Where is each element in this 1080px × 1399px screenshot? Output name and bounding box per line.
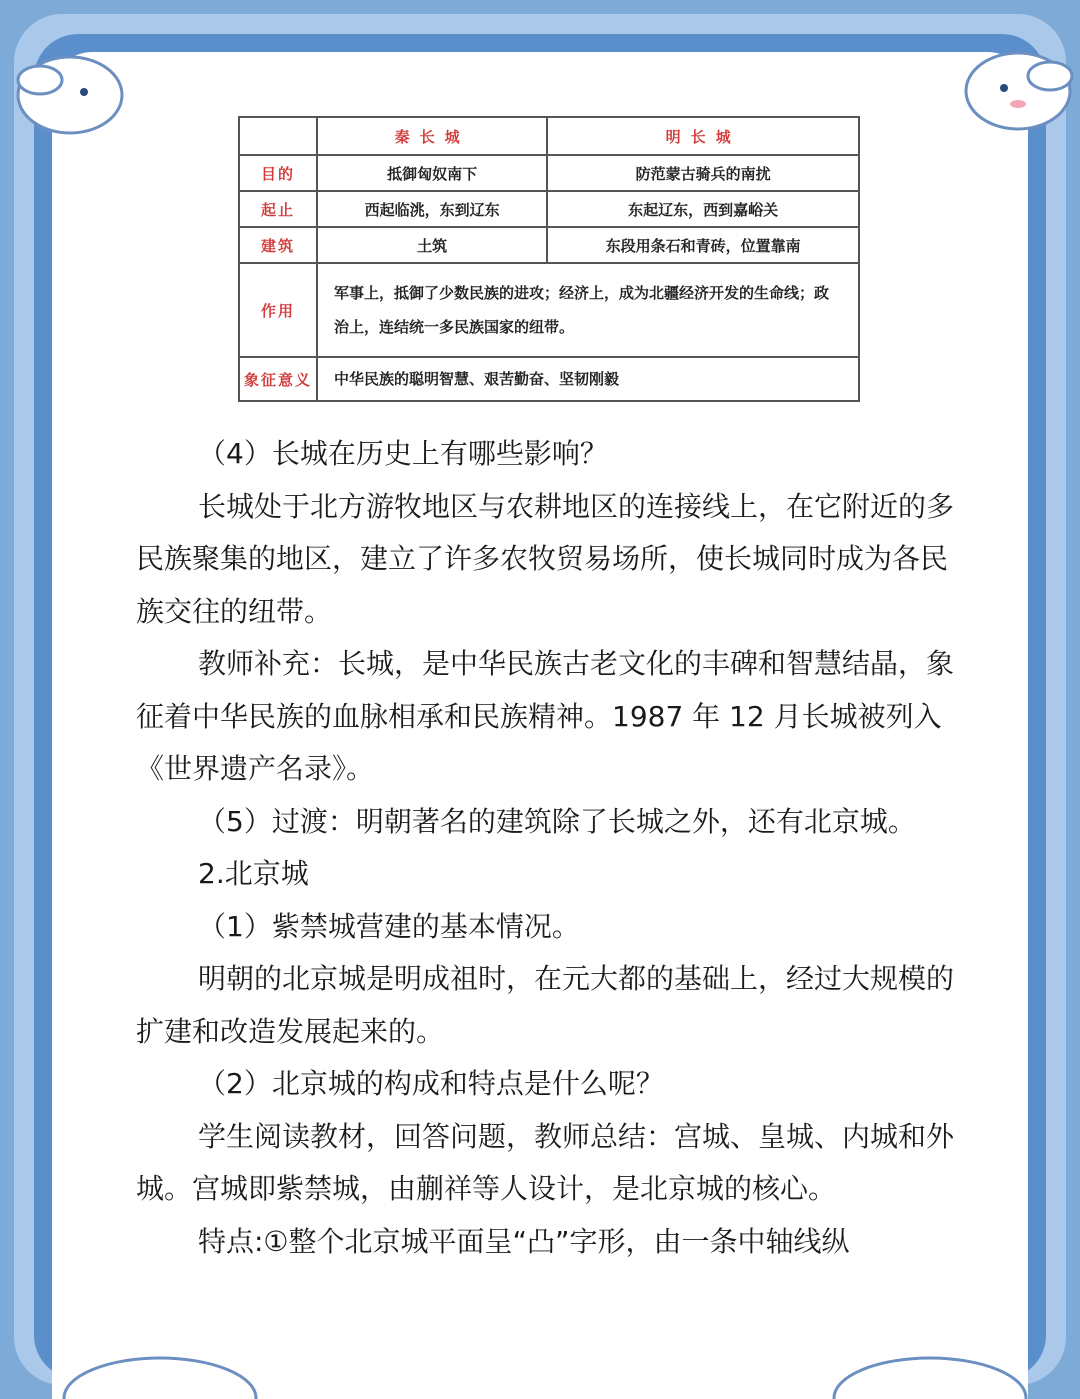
question-2-structure: （2）北京城的构成和特点是什么呢？ [198,1067,664,1100]
row-label-extent: 起止 [239,191,317,227]
row-label-purpose: 目的 [239,155,317,191]
table-row [239,263,859,357]
table-row [239,155,859,191]
cell-qin-construction: 土筑 [317,227,547,263]
table-row [239,227,859,263]
question-4: （4）长城在历史上有哪些影响？ [198,437,608,470]
table-header-ming: 明长城 [547,117,859,155]
question-5-transition: （5）过渡：明朝著名的建筑除了长城之外，还有北京城。 [198,804,916,838]
table-header-corner [239,117,317,155]
mascot-right-icon [958,36,1078,136]
question-1-forbidden-city: （1）紫禁城营建的基本情况。 [198,909,580,943]
cell-ming-extent: 东起辽东，西到嘉峪关 [547,191,859,227]
paragraph-features: 特点:①整个北京城平面呈“凸”字形，由一条中轴线纵 [198,1224,850,1258]
cell-qin-purpose: 抵御匈奴南下 [317,155,547,191]
cell-ming-purpose: 防范蒙古骑兵的南扰 [547,155,859,191]
cell-ming-construction: 东段用条石和青砖，位置靠南 [547,227,859,263]
mascot-left-icon [10,40,130,140]
body-text [136,428,972,1268]
cell-symbol: 中华民族的聪明智慧、艰苦勤奋、坚韧刚毅 [317,357,859,401]
paragraph-wall-influence: 长城处于北方游牧地区与农耕地区的连接线上，在它附近的多民族聚集的地区，建立了许多农牧贸易场所，使长城同时成为各民族交往的纽带。 [136,489,955,628]
table-row [239,357,859,401]
great-wall-comparison-table [238,116,860,402]
mascot-bottom-right-icon [830,1350,1030,1399]
table-header-row [239,117,859,155]
section-heading-beijing: 2.北京城 [198,857,309,890]
table-header-qin: 秦长城 [317,117,547,155]
paragraph-beijing-structure: 学生阅读教材，回答问题，教师总结：宫城、皇城、内城和外城。宫城即紫禁城，由蒯祥等人设计，是北京城的核心。 [136,1119,955,1205]
table-row [239,191,859,227]
paragraph-teacher-note: 教师补充：长城，是中华民族古老文化的丰碑和智慧结晶，象征着中华民族的血脉相承和民族精神。1987 年 12 月长城被列入《世界遗产名录》。 [136,647,955,785]
row-label-symbol: 象征意义 [239,357,317,401]
mascot-bottom-left-icon [60,1350,260,1399]
cell-effect: 军事上，抵御了少数民族的进攻；经济上，成为北疆经济开发的生命线；政治上，连结统一多民族国家的纽带。 [317,263,859,357]
row-label-effect: 作用 [239,263,317,357]
row-label-construction: 建筑 [239,227,317,263]
paragraph-beijing-history: 明朝的北京城是明成祖时，在元大都的基础上，经过大规模的扩建和改造发展起来的。 [136,962,955,1048]
cell-qin-extent: 西起临洮，东到辽东 [317,191,547,227]
